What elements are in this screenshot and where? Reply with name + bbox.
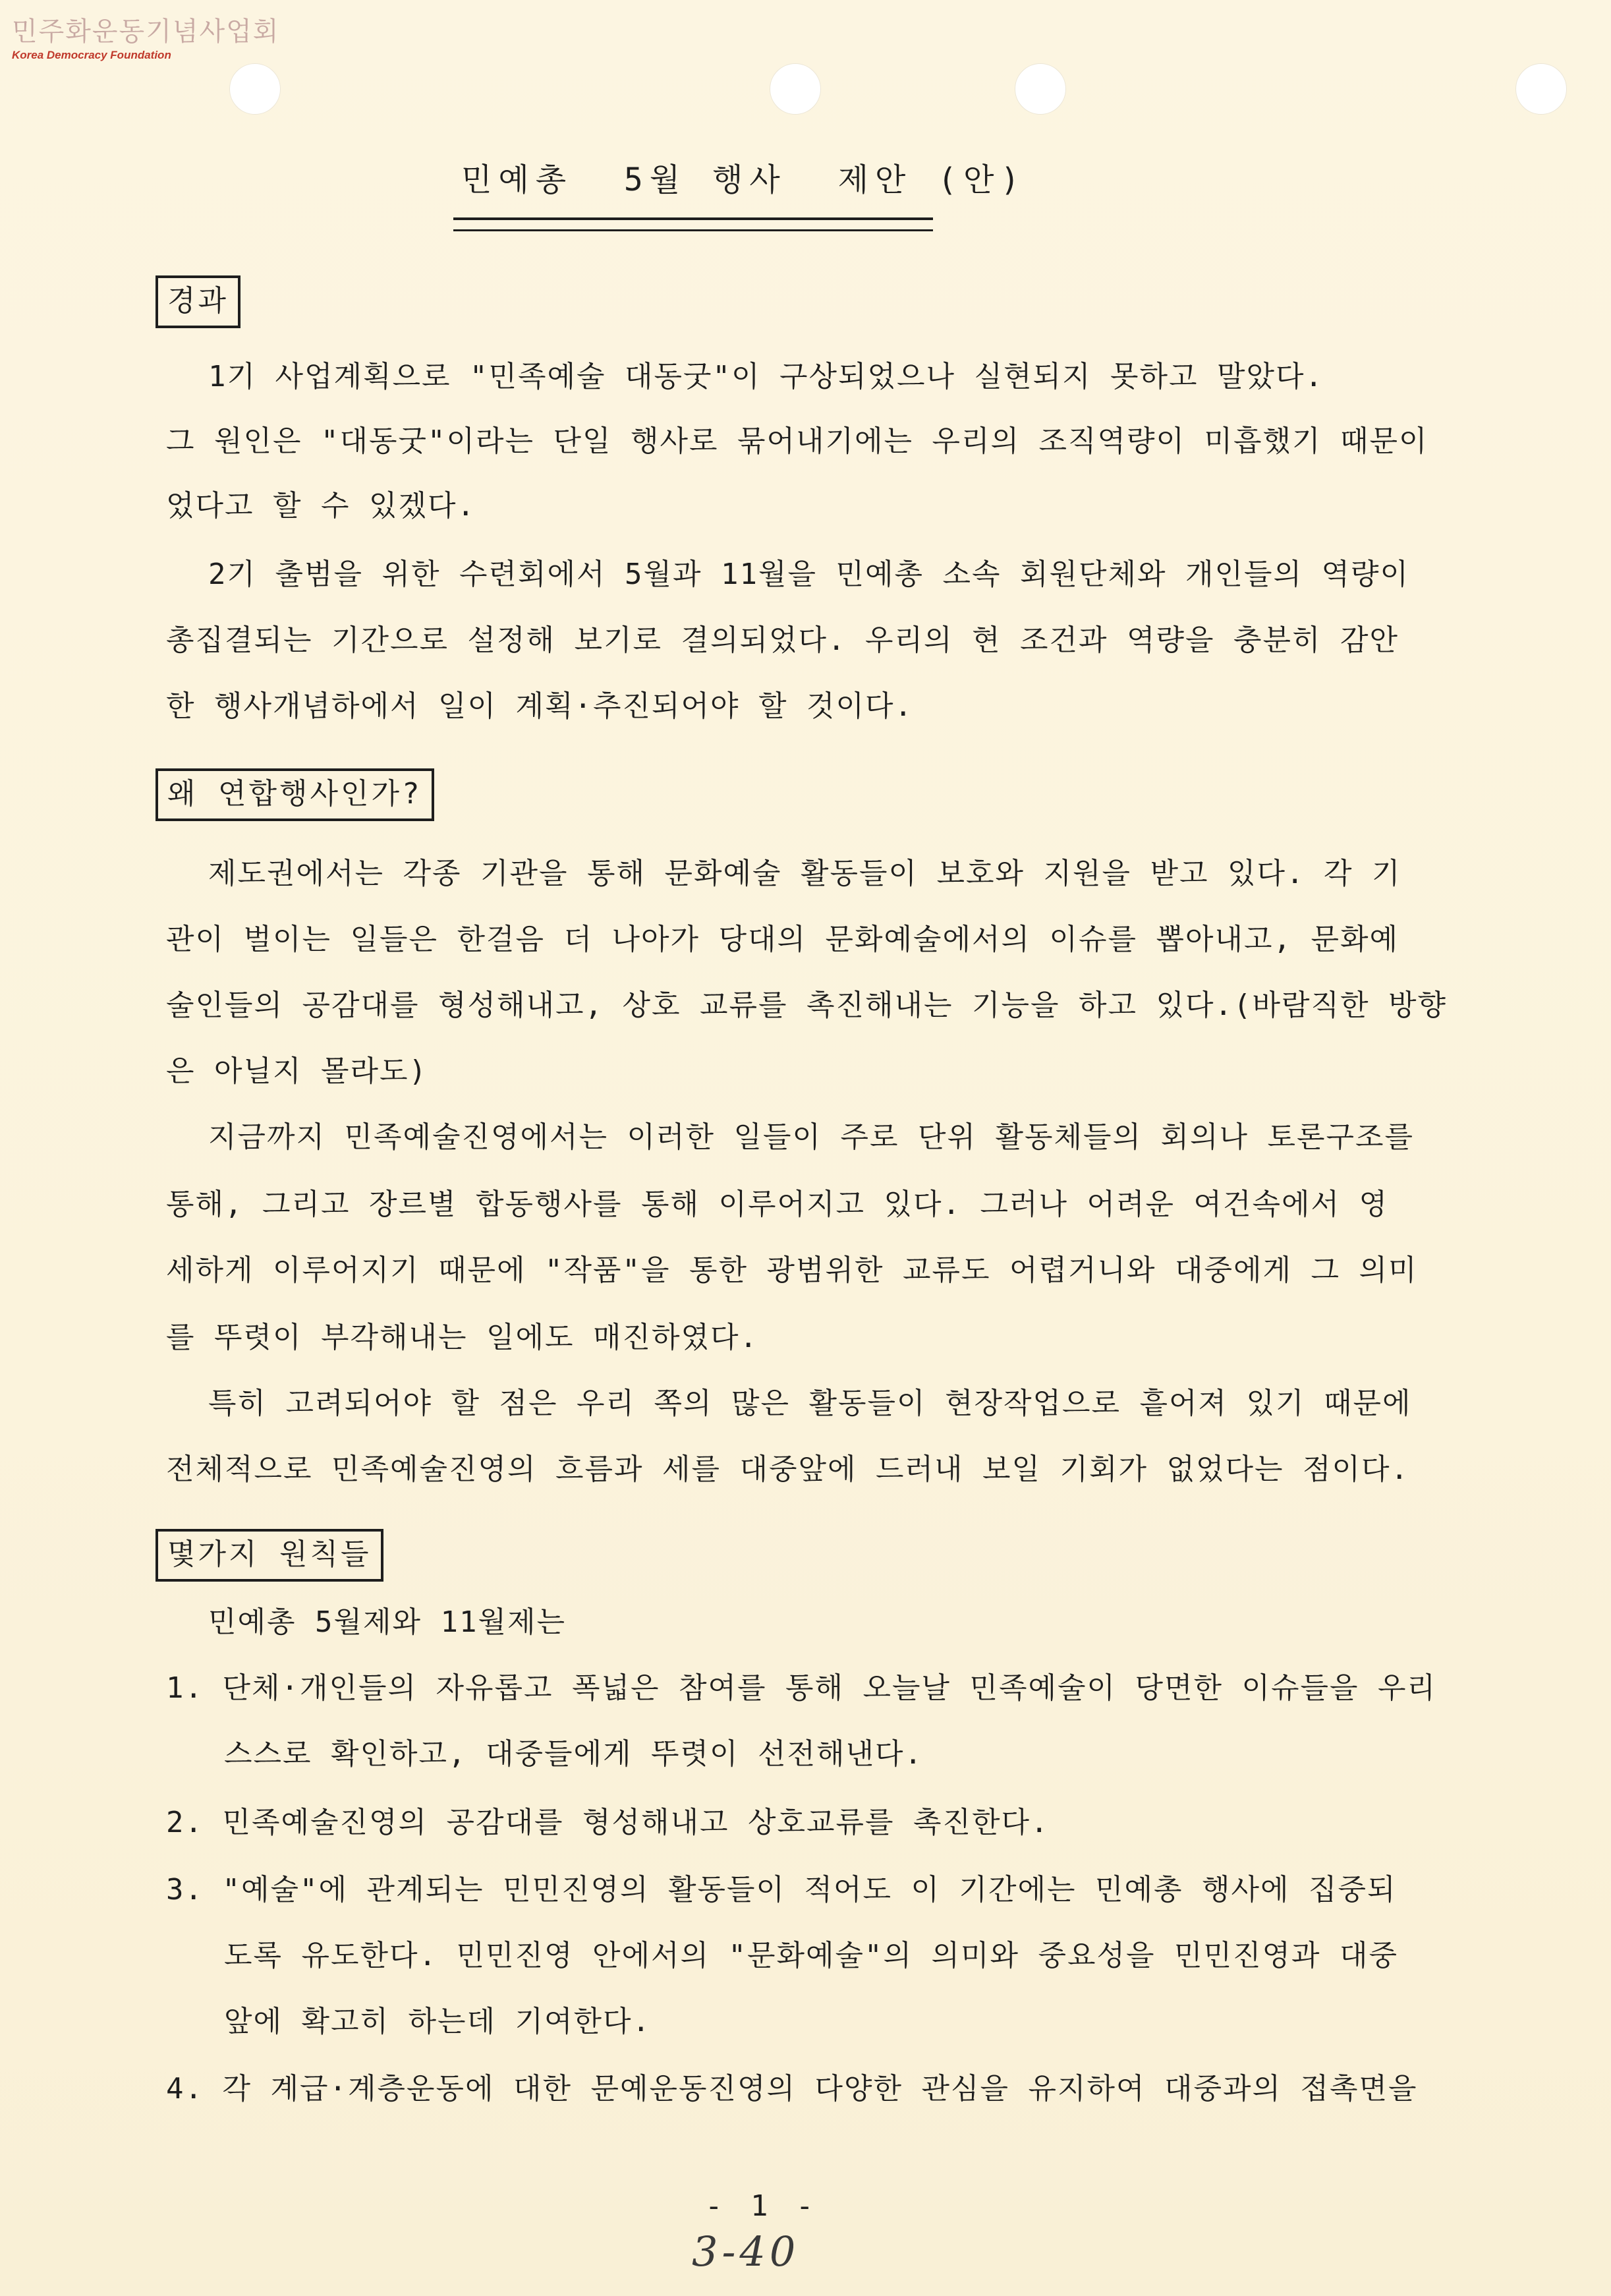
list-item-line: 4. 각 계급·계층운동에 대한 문예운동진영의 다양한 관심을 유지하여 대중과의 접촉면을 bbox=[166, 2072, 1418, 2106]
punch-hole bbox=[229, 63, 281, 115]
paragraph-line: 한 행사개념하에서 일이 계획·추진되어야 할 것이다. bbox=[166, 689, 914, 723]
document-title: 민예총 5월 행사 제안 (안) bbox=[461, 161, 1027, 198]
foundation-logo bbox=[12, 16, 279, 62]
list-item-line: 1. 단체·개인들의 자유롭고 폭넓은 참여를 통해 오늘날 민족예술이 당면한 이슈들을 우리 bbox=[166, 1671, 1437, 1705]
section-heading-why-joint-event: 왜 연합행사인가? bbox=[155, 768, 434, 821]
handwritten-archive-number: 3-40 bbox=[692, 2227, 800, 2276]
paragraph-line: 술인들의 공감대를 형성해내고, 상호 교류를 촉진해내는 기능을 하고 있다.(바람직한 방향 bbox=[166, 989, 1448, 1022]
punch-hole bbox=[770, 63, 821, 115]
list-item-line: 스스로 확인하고, 대중들에게 뚜렷이 선전해낸다. bbox=[224, 1737, 924, 1771]
paragraph-line: 지금까지 민족예술진영에서는 이러한 일들이 주로 단위 활동체들의 회의나 토론구조를 bbox=[208, 1120, 1415, 1154]
paragraph-line: 민예총 5월제와 11월제는 bbox=[208, 1605, 566, 1639]
logo-korean-text: 민주화운동기념사업회 bbox=[12, 16, 280, 47]
paragraph-line: 를 뚜렷이 부각해내는 일에도 매진하였다. bbox=[166, 1321, 759, 1354]
paragraph-line: 그 원인은 "대동굿"이라는 단일 행사로 묶어내기에는 우리의 조직역량이 미흡했기 때문이 bbox=[166, 424, 1428, 458]
page-number: - 1 - bbox=[705, 2189, 819, 2223]
title-double-underline bbox=[453, 217, 933, 231]
list-item-line: 앞에 확고히 하는데 기여한다. bbox=[224, 2005, 652, 2038]
logo-english-text: Korea Democracy Foundation bbox=[12, 49, 171, 61]
punch-hole bbox=[1515, 63, 1567, 115]
paragraph-line: 총집결되는 기간으로 설정해 보기로 결의되었다. 우리의 현 조건과 역량을 충분히 감안 bbox=[166, 623, 1399, 657]
paragraph-line: 관이 벌이는 일들은 한걸음 더 나아가 당대의 문화예술에서의 이슈를 뽑아내고, 문화예 bbox=[166, 923, 1399, 956]
paragraph-line: 은 아닐지 몰라도) bbox=[166, 1054, 428, 1088]
list-item-line: 2. 민족예술진영의 공감대를 형성해내고 상호교류를 촉진한다. bbox=[166, 1806, 1050, 1839]
paragraph-line: 1기 사업계획으로 "민족예술 대동굿"이 구상되었으나 실현되지 못하고 말았다. bbox=[208, 360, 1324, 393]
paragraph-line: 전체적으로 민족예술진영의 흐름과 세를 대중앞에 드러내 보일 기회가 없었다는 점이다. bbox=[166, 1452, 1410, 1486]
punch-hole bbox=[1015, 63, 1066, 115]
list-item-line: 3. "예술"에 관계되는 민민진영의 활동들이 적어도 이 기간에는 민예총 행사에 집중되 bbox=[166, 1873, 1397, 1907]
paragraph-line: 2기 출범을 위한 수련회에서 5월과 11월을 민예총 소속 회원단체와 개인들의 역량이 bbox=[208, 558, 1409, 591]
paragraph-line: 제도권에서는 각종 기관을 통해 문화예술 활동들이 보호와 지원을 받고 있다. 각 기 bbox=[208, 857, 1401, 890]
paragraph-line: 었다고 할 수 있겠다. bbox=[166, 489, 476, 523]
paragraph-line: 특히 고려되어야 할 점은 우리 쪽의 많은 활동들이 현장작업으로 흩어져 있기 때문에 bbox=[208, 1387, 1412, 1420]
paragraph-line: 통해, 그리고 장르별 합동행사를 통해 이루어지고 있다. 그러나 어려운 여건속에서 영 bbox=[166, 1188, 1389, 1221]
paragraph-line: 세하게 이루어지기 때문에 "작품"을 통한 광범위한 교류도 어렵거니와 대중에게 그 의미 bbox=[166, 1253, 1418, 1287]
list-item-line: 도록 유도한다. 민민진영 안에서의 "문화예술"의 의미와 중요성을 민민진영과 대중 bbox=[224, 1939, 1399, 1972]
section-heading-progress: 경과 bbox=[155, 275, 240, 328]
section-heading-principles: 몇가지 원칙들 bbox=[155, 1529, 383, 1582]
